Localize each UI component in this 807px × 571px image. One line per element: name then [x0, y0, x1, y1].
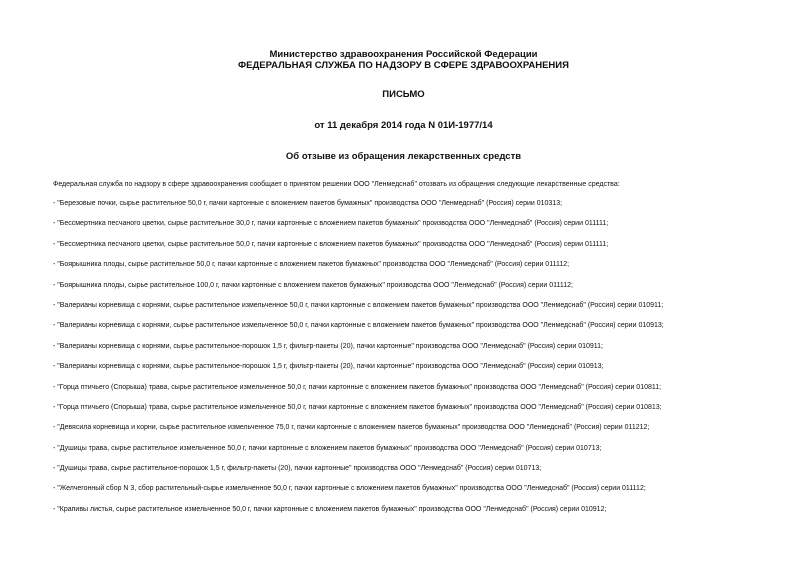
list-item: - "Горца птичьего (Спорыша) трава, сырье растительное измельченное 50,0 г, пачки картонные с вложением пакетов бумажных" производства ООО "Ленмедснаб" (Россия) серии 010813; — [53, 403, 662, 411]
list-item: - "Желчегонный сбор N 3, сбор растительный-сырье измельченное 50,0 г, пачки картонные с вложением пакетов бумажных" производства ООО "Ленмедснаб" (Россия) серии 011112; — [53, 485, 646, 493]
list-item: - "Бессмертника песчаного цветки, сырье растительное 30,0 г, пачки картонные с вложением пакетов бумажных" производства ООО "Ленмедснаб" (Россия) серии 011111; — [53, 220, 609, 228]
list-item: - "Боярышника плоды, сырье растительное 50,0 г, пачки картонные с вложением пакетов бумажных" производства ООО "Ленмедснаб" (Россия) серии 011112; — [53, 261, 570, 269]
service-heading: ФЕДЕРАЛЬНАЯ СЛУЖБА ПО НАДЗОРУ В СФЕРЕ ЗДРАВООХРАНЕНИЯ — [238, 60, 569, 71]
document-type-heading: ПИСЬМО — [382, 89, 425, 100]
list-item: - "Горца птичьего (Спорыша) трава, сырье растительное измельченное 50,0 г, пачки картонные с вложением пакетов бумажных" производства ООО "Ленмедснаб" (Россия) серии 010811; — [53, 383, 662, 391]
intro-paragraph: Федеральная служба по надзору в сфере здравоохранения сообщает о принятом решении ООО "Ленмедснаб" отозвать из обращения следующие лекарственные средства: — [53, 181, 620, 188]
list-item: - "Березовые почки, сырье растительное 50,0 г, пачки картонные с вложением пакетов бумажных" производства ООО "Ленмедснаб" (Россия) серии 010313; — [53, 200, 563, 207]
list-item: - "Душицы трава, сырье растительное-порошок 1,5 г, фильтр-пакеты (20), пачки картонные" производства ООО "Ленмедснаб" (Россия) серии 010713; — [53, 465, 542, 473]
list-item: - "Бессмертника песчаного цветки, сырье растительное 50,0 г, пачки картонные с вложением пакетов бумажных" производства ООО "Ленмедснаб" (Россия) серии 011111; — [53, 240, 609, 248]
list-item: - "Душицы трава, сырье растительное измельченное 50,0 г, пачки картонные с вложением пакетов бумажных" производства ООО "Ленмедснаб" (Россия) серии 010713; — [53, 444, 602, 452]
list-item: - "Валерианы корневища с корнями, сырье растительное измельченное 50,0 г, пачки картонные с вложением пакетов бумажных" производства ООО "Ленмедснаб" (Россия) серии 010911; — [53, 301, 664, 309]
list-item: - "Девясила корневища и корни, сырье растительное измельченное 75,0 г, пачки картонные с вложением пакетов бумажных" производства ООО "Ленмедснаб" (Россия) серии 011212; — [53, 424, 650, 432]
list-item: - "Крапивы листья, сырье растительное измельченное 50,0 г, пачки картонные с вложением пакетов бумажных" производства ООО "Ленмедснаб" (Россия) серии 010912; — [53, 505, 607, 513]
ministry-heading: Министерство здравоохранения Российской Федерации — [269, 49, 538, 60]
subject-heading: Об отзыве из обращения лекарственных средств — [285, 151, 522, 162]
recalled-items-list — [53, 199, 664, 525]
list-item: - "Боярышника плоды, сырье растительное 100,0 г, пачки картонные с вложением пакетов бумажных" производства ООО "Ленмедснаб" (Россия) серии 011112; — [53, 281, 573, 289]
list-item: - "Валерианы корневища с корнями, сырье растительное измельченное 50,0 г, пачки картонные с вложением пакетов бумажных" производства ООО "Ленмедснаб" (Россия) серии 010913; — [53, 322, 664, 330]
date-number-heading: от 11 декабря 2014 года N 01И-1977/14 — [314, 120, 493, 131]
list-item: - "Валерианы корневища с корнями, сырье растительное-порошок 1,5 г, фильтр-пакеты (20), пачки картонные" производства ООО "Ленмедснаб" (Россия) серии 010911; — [53, 342, 603, 350]
list-item: - "Валерианы корневища с корнями, сырье растительное-порошок 1,5 г, фильтр-пакеты (20), пачки картонные" производства ООО "Ленмедснаб" (Россия) серии 010913; — [53, 363, 604, 371]
